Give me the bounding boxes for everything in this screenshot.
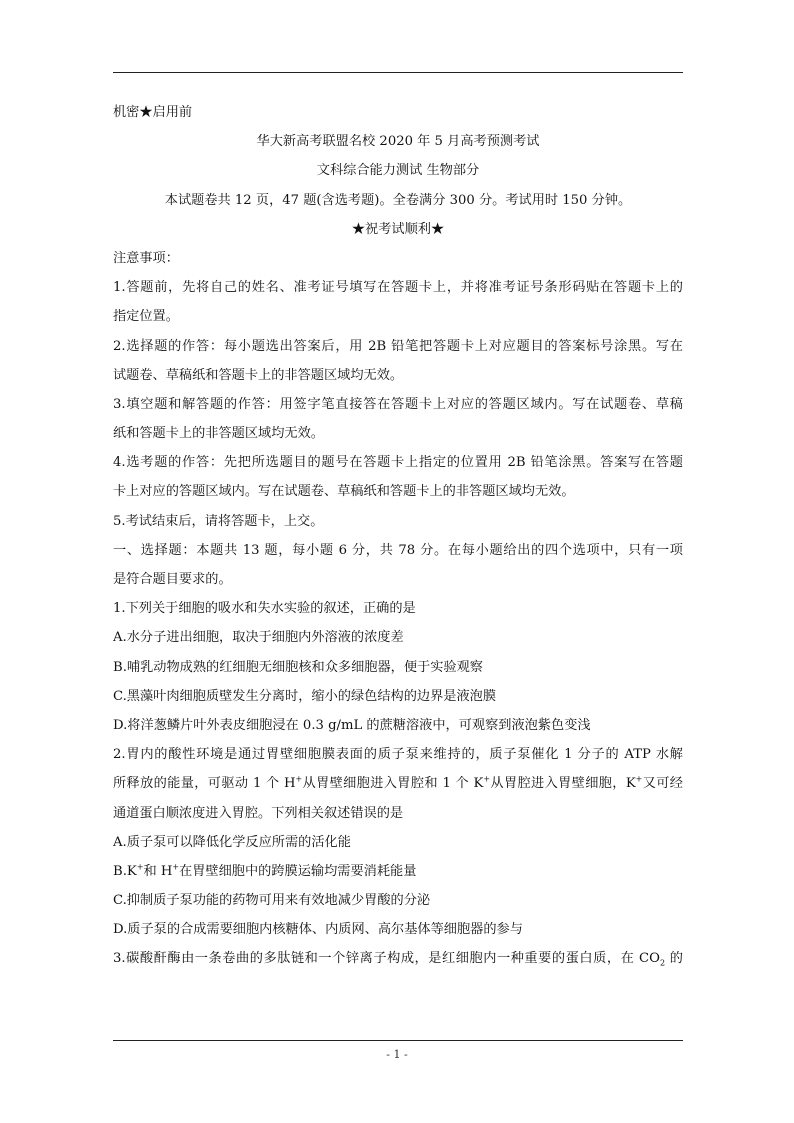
question-1-stem: 1.下列关于细胞的吸水和失水实验的叙述，正确的是 xyxy=(113,601,416,617)
note-1-line-1: 1.答题前，先将自己的姓名、准考证号填写在答题卡上，并将准考证号条形码贴在答题卡上的 xyxy=(113,280,683,296)
question-2-option-a: A.质子泵可以降低化学反应所需的活化能 xyxy=(113,834,351,850)
question-3-stem-line-1: 3.碳酸酐酶由一条卷曲的多肽链和一个锌离子构成，是红细胞内一种重要的蛋白质，在 $CO_2$ 的 xyxy=(113,951,683,969)
exam-subtitle: 文科综合能力测试 生物部分 xyxy=(316,163,480,179)
note-2-line-2: 试题卷、草稿纸和答题卡上的非答题区域均无效。 xyxy=(113,367,404,383)
question-2-stem-line-1: 2.胃内的酸性环境是通过胃壁细胞膜表面的质子泵来维持的，质子泵催化 1 分子的 ATP 水解 xyxy=(113,747,683,763)
note-5: 5.考试结束后，请将答题卡，上交。 xyxy=(113,513,324,529)
notes-heading: 注意事项： xyxy=(113,250,179,266)
section-1-intro-line-2: 是符合题目要求的。 xyxy=(113,572,232,587)
question-1-option-c: C.黑藻叶肉细胞质壁发生分离时，缩小的绿色结构的边界是液泡膜 xyxy=(113,688,497,704)
document-body xyxy=(113,98,683,974)
note-3-line-1: 3.填空题和解答题的作答：用签字笔直接答在答题卡上对应的答题区域内。写在试题卷、草稿 xyxy=(113,396,683,412)
exam-title: 华大新高考联盟名校 2020 年 5 月高考预测考试 xyxy=(256,134,540,150)
exam-wish: ★祝考试顺利★ xyxy=(351,221,445,237)
question-2-option-d: D.质子泵的合成需要细胞内核糖体、内质网、高尔基体等细胞器的参与 xyxy=(113,922,523,938)
exam-info: 本试题卷共 12 页，47 题(含选考题)。全卷满分 300 分。考试用时 150 分钟。 xyxy=(164,192,632,208)
note-3-line-2: 纸和答题卡上的非答题区域均无效。 xyxy=(113,426,324,442)
question-1-option-d: D.将洋葱鳞片叶外表皮细胞浸在 0.3 g/mL 的蔗糖溶液中，可观察到液泡紫色变浅 xyxy=(113,717,591,733)
header-rule xyxy=(113,72,683,73)
note-2-line-1: 2.选择题的作答：每小题选出答案后，用 2B 铅笔把答题卡上对应题目的答案标号涂黑。写在 xyxy=(113,338,683,354)
question-2-stem-line-2: 所释放的能量，可驱动 1 个 H+从胃壁细胞进入胃腔和 1 个 K+从胃腔进入胃壁细胞，K+又可经 xyxy=(113,774,683,792)
question-2-stem-line-3: 通道蛋白顺浓度进入胃腔。下列相关叙述错误的是 xyxy=(113,805,404,821)
footer-rule xyxy=(113,1040,683,1041)
question-1-option-a: A.水分子进出细胞，取决于细胞内外溶液的浓度差 xyxy=(113,630,404,646)
question-1-option-b: B.哺乳动物成熟的红细胞无细胞核和众多细胞器，便于实验观察 xyxy=(113,659,483,675)
question-2-option-c: C.抑制质子泵功能的药物可用来有效地减少胃酸的分泌 xyxy=(113,893,431,909)
secret-label: 机密★启用前 xyxy=(113,105,193,120)
note-1-line-2: 指定位置。 xyxy=(113,309,179,325)
page-number: - 1 - xyxy=(386,1048,408,1061)
note-4-line-2: 卡上对应的答题区域内。写在试题卷、草稿纸和答题卡上的非答题区域均无效。 xyxy=(113,484,575,500)
question-2-option-b: B.K+和 H+在胃壁细胞中的跨膜运输均需要消耗能量 xyxy=(113,862,417,879)
note-4-line-1: 4.选考题的作答：先把所选题目的题号在答题卡上指定的位置用 2B 铅笔涂黑。答案写在答题 xyxy=(113,455,683,471)
section-1-intro-line-1: 一、选择题：本题共 13 题，每小题 6 分，共 78 分。在每小题给出的四个选项中，只有一项 xyxy=(113,542,683,558)
